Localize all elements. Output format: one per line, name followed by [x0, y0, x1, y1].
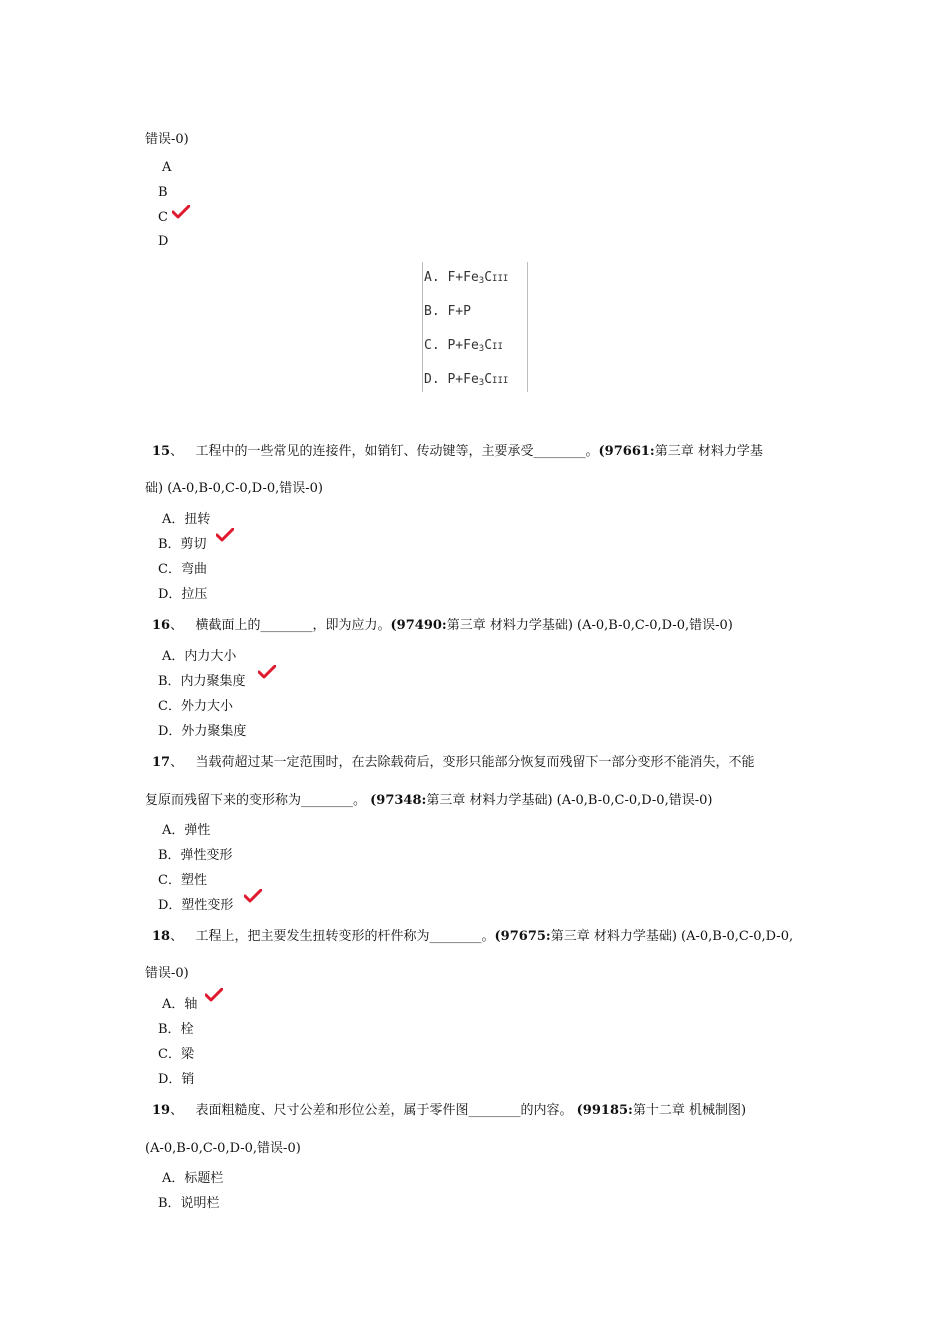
q18-option-b[interactable]: B．栓: [158, 1022, 194, 1037]
question-code: (99185:: [576, 1103, 633, 1118]
formula-line-c: C. $P+Fe_3CII$: [424, 338, 503, 354]
question-continuation: 错误-0): [145, 132, 189, 147]
question-text: 工程上，把主要发生扭转变形的杆件称为________。: [195, 929, 495, 944]
question-15-line1: 15、 工程中的一些常见的连接件，如销钉、传动键等，主要承受________。(97661:第三章 材料力学基: [152, 444, 763, 459]
question-code: (97348:: [370, 793, 427, 808]
q18-option-c[interactable]: C．梁: [158, 1047, 194, 1062]
formula-options-image: [422, 262, 528, 392]
question-code: (97675:: [494, 929, 551, 944]
q17-option-d[interactable]: D．塑性变形: [158, 898, 234, 913]
question-text: 工程中的一些常见的连接件，如销钉、传动键等，主要承受________。: [195, 444, 599, 459]
question-code: (97490:: [390, 618, 447, 633]
option-b[interactable]: B: [158, 185, 168, 200]
question-number: 18: [152, 929, 171, 944]
q19-option-b[interactable]: B．说明栏: [158, 1196, 220, 1211]
question-19-line1: 19、 表面粗糙度、尺寸公差和形位公差，属于零件图________的内容。 (99185:第十二章 机械制图): [152, 1103, 747, 1118]
q18-option-a[interactable]: A．轴: [162, 997, 198, 1012]
formula-line-a: A. $F+Fe_3CIII$: [424, 270, 509, 286]
q17-option-c[interactable]: C．塑性: [158, 873, 207, 888]
question-15-line2: 础) (A-0,B-0,C-0,D-0,错误-0): [145, 481, 323, 496]
q16-option-b[interactable]: B．内力聚集度: [158, 674, 246, 689]
question-16-line1: 16、 横截面上的________，即为应力。(97490:第三章 材料力学基础) (A-0,B-0,C-0,D-0,错误-0): [152, 618, 733, 633]
formula-line-d: D. $P+Fe_3CIII$: [424, 372, 509, 388]
q19-option-a[interactable]: A．标题栏: [162, 1171, 224, 1186]
question-text: 当载荷超过某一定范围时，在去除载荷后，变形只能部分恢复而残留下一部分变形不能消失，不能: [195, 755, 755, 770]
question-number: 17: [152, 755, 171, 770]
question-number: 19: [152, 1103, 171, 1118]
q16-option-d[interactable]: D．外力聚集度: [158, 724, 247, 739]
q15-option-a[interactable]: A．扭转: [162, 512, 211, 527]
checkmark-icon: [205, 988, 223, 1002]
q16-option-a[interactable]: A．内力大小: [162, 649, 237, 664]
question-17-line1: 17、 当载荷超过某一定范围时，在去除载荷后，变形只能部分恢复而残留下一部分变形不能消失，不能: [152, 755, 755, 770]
option-c[interactable]: C: [158, 210, 168, 225]
q16-option-c[interactable]: C．外力大小: [158, 699, 233, 714]
q17-option-a[interactable]: A．弹性: [162, 823, 211, 838]
question-text: 表面粗糙度、尺寸公差和形位公差，属于零件图________的内容。: [195, 1103, 577, 1118]
checkmark-icon: [172, 205, 190, 219]
q17-option-b[interactable]: B．弹性变形: [158, 848, 233, 863]
question-19-line2: (A-0,B-0,C-0,D-0,错误-0): [145, 1141, 301, 1156]
question-code: (97661:: [598, 444, 655, 459]
question-18-line2: 错误-0): [145, 966, 189, 981]
question-number: 15: [152, 444, 171, 459]
option-a[interactable]: A: [162, 160, 172, 175]
question-number: 16: [152, 618, 171, 633]
question-17-line2: 复原而残留下来的变形称为________。 (97348:第三章 材料力学基础) (A-0,B-0,C-0,D-0,错误-0): [145, 793, 713, 808]
question-18-line1: 18、 工程上，把主要发生扭转变形的杆件称为________。(97675:第三章 材料力学基础) (A-0,B-0,C-0,D-0,: [152, 929, 794, 944]
option-d[interactable]: D: [158, 234, 169, 249]
checkmark-icon: [244, 889, 262, 903]
q15-option-d[interactable]: D．拉压: [158, 587, 208, 602]
q15-option-b[interactable]: B．剪切: [158, 537, 207, 552]
checkmark-icon: [216, 528, 234, 542]
formula-line-b: B. F+P: [424, 304, 471, 319]
q15-option-c[interactable]: C．弯曲: [158, 562, 207, 577]
checkmark-icon: [258, 665, 276, 679]
q18-option-d[interactable]: D．销: [158, 1072, 195, 1087]
question-text: 横截面上的________，即为应力。: [195, 618, 391, 633]
